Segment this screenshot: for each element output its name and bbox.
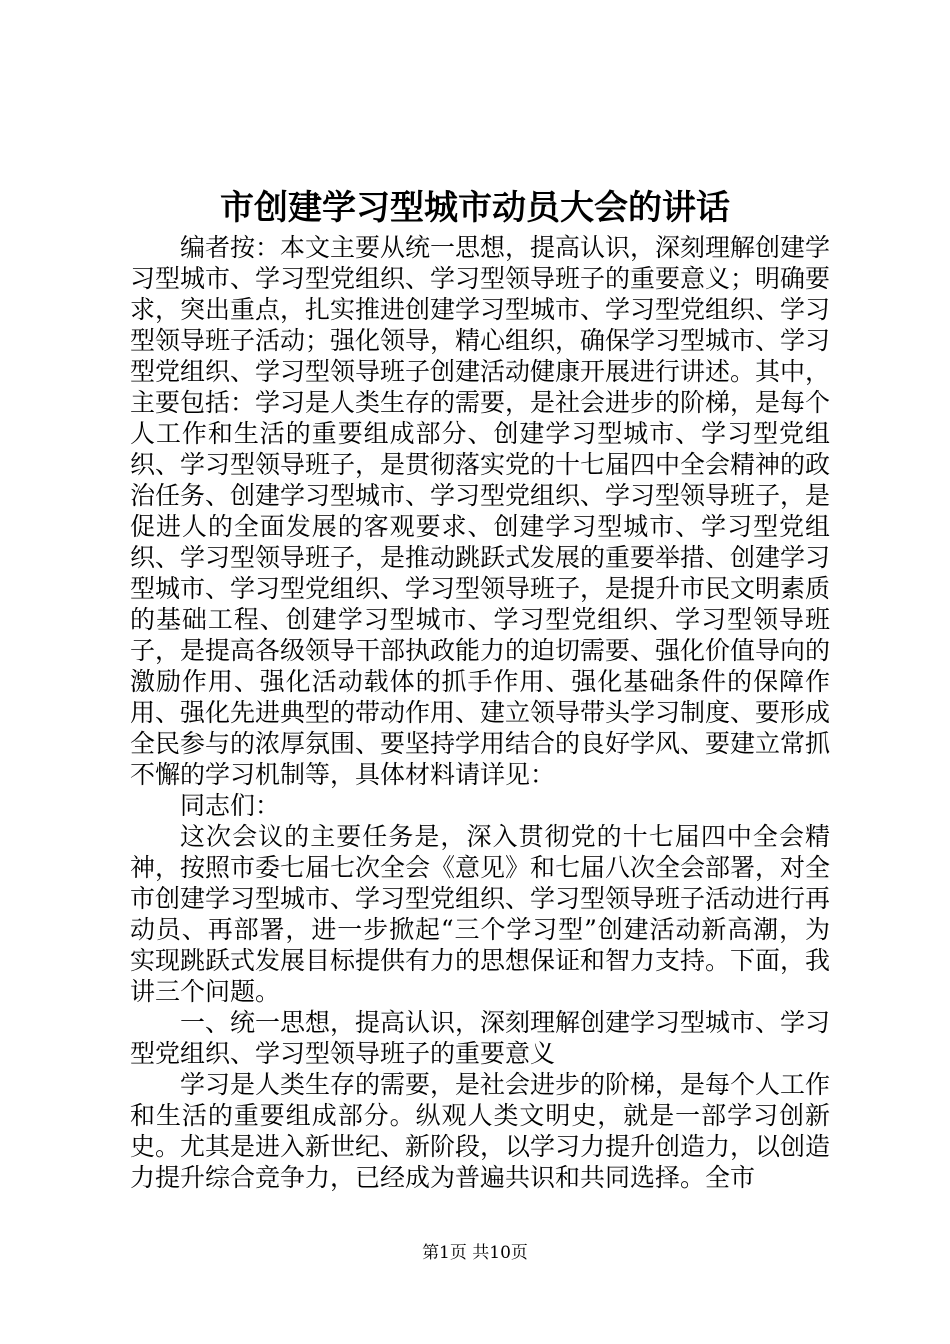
- page-number-footer: 第1页 共10页: [422, 1243, 528, 1263]
- paragraph-editor-note: 编者按：本文主要从统一思想，提高认识，深刻理解创建学习型城市、学习型党组织、学习型领导班子的重要意义；明确要求，突出重点，扎实推进创建学习型城市、学习型党组织、学习型领导班子活动；强化领导，精心组织，确保学习型城市、学习型党组织、学习型领导班子创建活动健康开展进行讲述。其中，主要包括：学习是人类生存的需要，是社会进步的阶梯，是每个人工作和生活的重要组成部分、创建学习型城市、学习型党组织、学习型领导班子，是贯彻落实党的十七届四中全会精神的政治任务、创建学习型城市、学习型党组织、学习型领导班子，是促进人的全面发展的客观要求、创建学习型城市、学习型党组织、学习型领导班子，是推动跳跃式发展的重要举措、创建学习型城市、学习型党组织、学习型领导班子，是提升市民文明素质的基础工程、创建学习型城市、学习型党组织、学习型领导班子，是提高各级领导干部执政能力的迫切需要、强化价值导向的激励作用、强化活动载体的抓手作用、强化基础条件的保障作用、强化先进典型的带动作用、建立领导带头学习制度、要形成全民参与的浓厚氛围、要坚持学用结合的良好学风、要建立常抓不懈的学习机制等，具体材料请详见：: [130, 233, 831, 789]
- paragraph-salutation: 同志们：: [180, 791, 281, 820]
- paragraph-meeting-task: 这次会议的主要任务是，深入贯彻党的十七届四中全会精神，按照市委七届七次全会《意见》和七届八次全会部署，对全市创建学习型城市、学习型党组织、学习型领导班子活动进行再动员、再部署，进一步掀起“三个学习型”创建活动新高潮，为实现跳跃式发展目标提供有力的思想保证和智力支持。下面，我讲三个问题。: [130, 822, 831, 1006]
- document-body: [130, 232, 830, 1193]
- document-title: 市创建学习型城市动员大会的讲话: [220, 188, 730, 228]
- paragraph-learning-importance: 学习是人类生存的需要，是社会进步的阶梯，是每个人工作和生活的重要组成部分。纵观人类文明史，就是一部学习创新史。尤其是进入新世纪、新阶段，以学习力提升创造力，以创造力提升综合竞争力，已经成为普遍共识和共同选择。全市: [130, 1070, 831, 1192]
- paragraph-section-heading: 一、统一思想，提高认识，深刻理解创建学习型城市、学习型党组织、学习型领导班子的重要意义: [130, 1008, 831, 1068]
